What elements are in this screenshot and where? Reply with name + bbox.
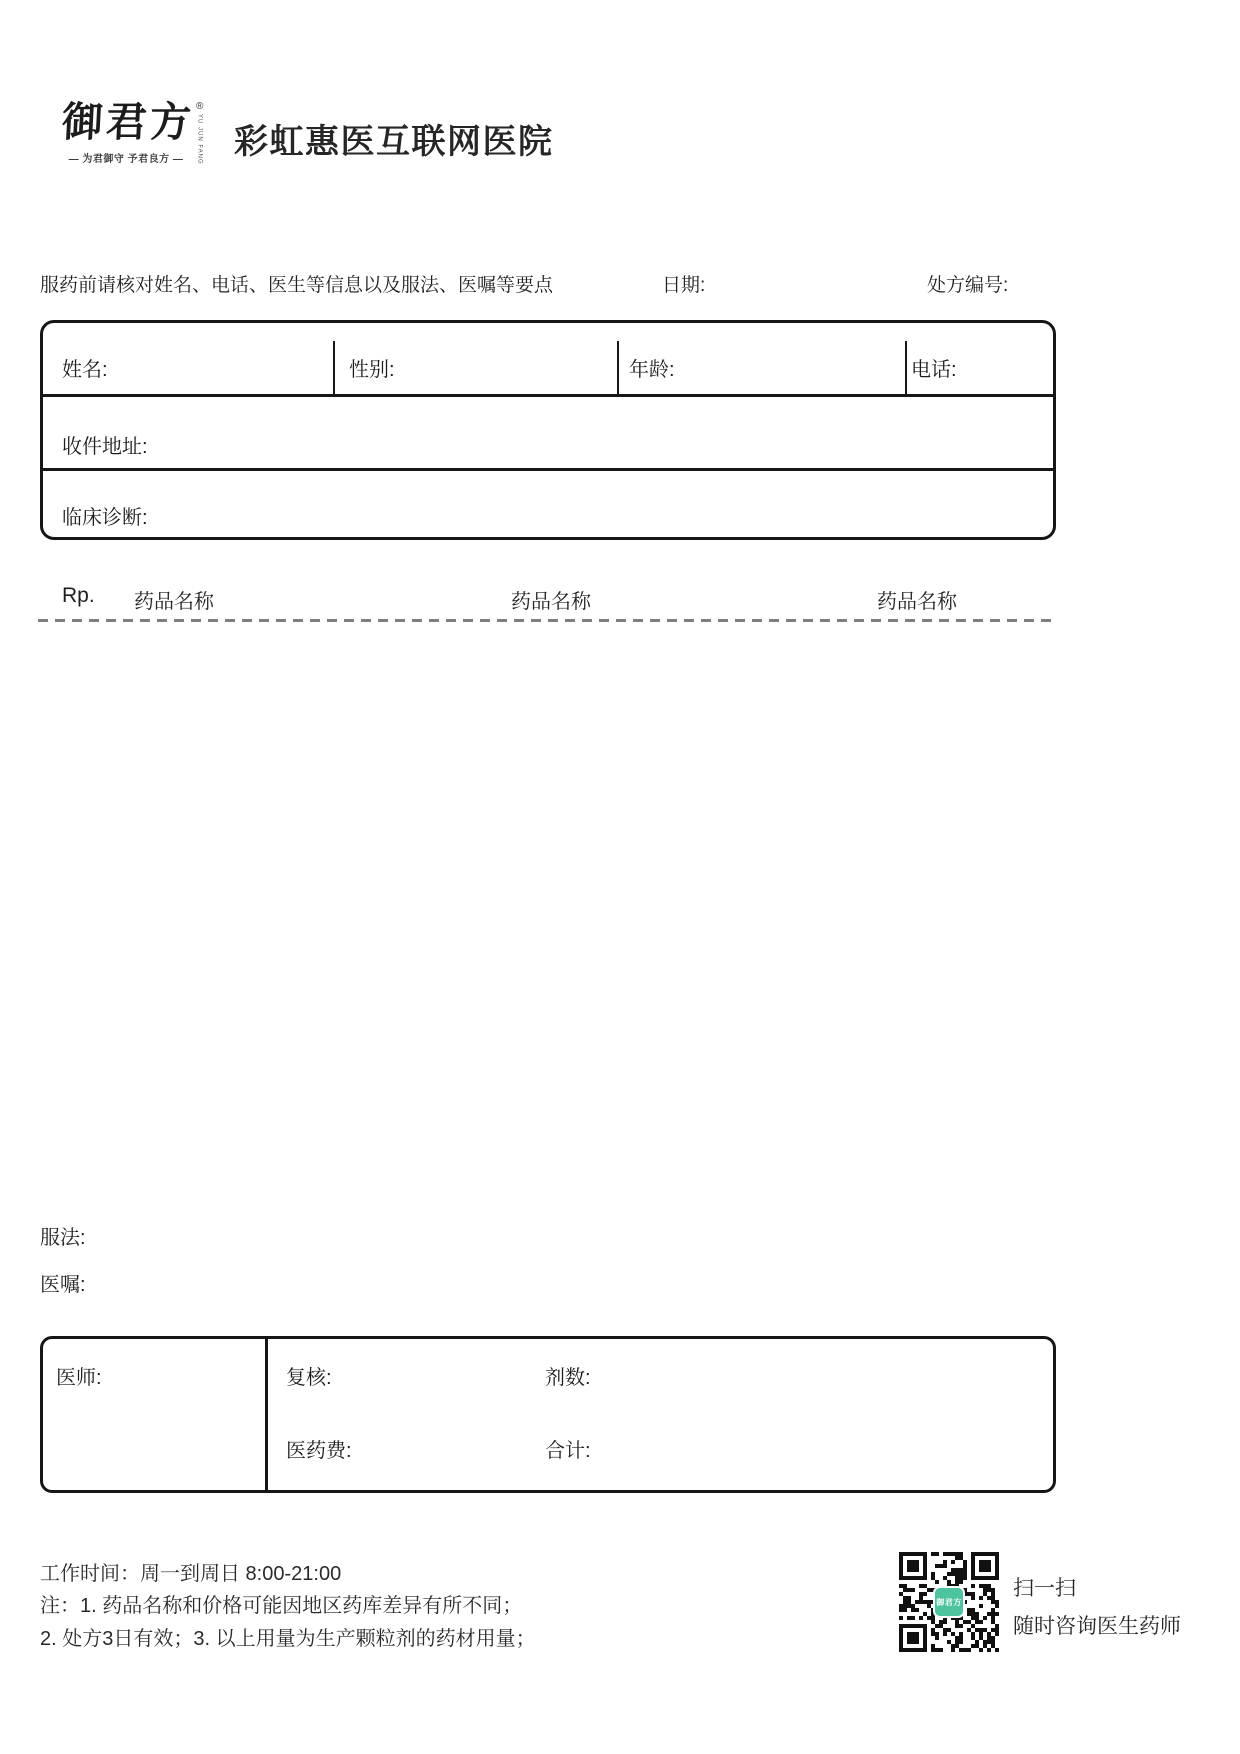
patient-box-divider-2 (617, 341, 619, 396)
medicine-fee-label: 医药费: (286, 1440, 352, 1462)
qr-module (979, 1560, 991, 1572)
qr-module (967, 1648, 971, 1652)
qr-module (935, 1636, 939, 1640)
brand-tagline: — 为君御守 予君良方 — (68, 154, 184, 165)
qr-module (935, 1580, 939, 1584)
patient-info-box (40, 320, 1056, 540)
qr-module (911, 1616, 915, 1620)
footer-note-line1: 注：1. 药品名称和价格可能因地区药库差异有所不同； (40, 1595, 523, 1617)
verification-notice: 服药前请核对姓名、电话、医生等信息以及服法、医嘱等要点 (40, 275, 554, 296)
qr-module (971, 1584, 975, 1588)
qr-module (959, 1580, 963, 1584)
doctor-label: 医师: (56, 1367, 102, 1389)
usage-label: 服法: (40, 1227, 86, 1249)
gender-label: 性别: (349, 359, 395, 381)
qr-module (951, 1560, 955, 1564)
qr-module (987, 1648, 991, 1652)
qr-module (995, 1648, 999, 1652)
total-label: 合计: (545, 1440, 591, 1462)
qr-module (959, 1624, 963, 1628)
brand-logo-text: 御君方 (60, 98, 196, 146)
qr-module (907, 1632, 919, 1644)
phone-label: 电话: (911, 359, 957, 381)
brand-logo-side (196, 102, 203, 165)
qr-module (943, 1564, 947, 1568)
prescription-number-label: 处方编号: (927, 275, 1009, 296)
qr-module (995, 1604, 999, 1608)
review-label: 复核: (286, 1367, 332, 1389)
qr-module (903, 1608, 907, 1612)
qr-module (979, 1648, 983, 1652)
hospital-name: 彩虹惠医互联网医院 (234, 123, 554, 161)
qr-module (971, 1596, 975, 1600)
age-label: 年龄: (629, 359, 675, 381)
qr-module (923, 1592, 927, 1596)
patient-box-divider-3 (905, 341, 907, 396)
qr-module (907, 1560, 919, 1572)
qr-module (919, 1616, 923, 1620)
rp-label: Rp. (62, 584, 95, 607)
qr-code (899, 1552, 999, 1652)
qr-module (983, 1616, 987, 1620)
qr-module (899, 1616, 903, 1620)
rp-separator-dashed-line (38, 619, 1058, 622)
brand-logo-pinyin: YU JUN FANG (196, 114, 203, 165)
qr-module (995, 1612, 999, 1616)
qr-caption-scan: 扫一扫 (1013, 1577, 1076, 1600)
qr-module (935, 1552, 939, 1556)
qr-module (979, 1620, 983, 1624)
medicine-name-header-1: 药品名称 (134, 591, 214, 613)
qr-module (939, 1648, 943, 1652)
qr-module (943, 1620, 947, 1624)
qr-module (959, 1640, 963, 1644)
registered-trademark-icon: ® (196, 101, 204, 112)
qr-module (995, 1632, 999, 1636)
advice-label: 医嘱: (40, 1274, 86, 1296)
address-label: 收件地址: (62, 436, 148, 458)
name-label: 姓名: (62, 359, 108, 381)
patient-box-divider-1 (333, 341, 335, 396)
qr-module (963, 1576, 967, 1580)
footer-note-line2: 2. 处方3日有效；3. 以上用量为生产颗粒剂的药材用量； (40, 1628, 536, 1650)
patient-box-rule-1 (43, 394, 1053, 397)
qr-module (979, 1596, 983, 1600)
medicine-name-header-2: 药品名称 (511, 591, 591, 613)
qr-module (911, 1588, 915, 1592)
patient-box-rule-2 (43, 468, 1053, 471)
signoff-box (40, 1336, 1056, 1493)
qr-module (951, 1648, 955, 1652)
diagnosis-label: 临床诊断: (62, 507, 148, 529)
dose-count-label: 剂数: (545, 1367, 591, 1389)
signoff-box-divider (265, 1339, 268, 1490)
qr-module (915, 1608, 919, 1612)
qr-caption-consult: 随时咨询医生药师 (1013, 1615, 1181, 1638)
qr-center-brand-logo: 御君方 (933, 1586, 965, 1618)
medicine-name-header-3: 药品名称 (877, 591, 957, 613)
working-hours-text: 工作时间：周一到周日 8:00-21:00 (40, 1563, 342, 1585)
qr-module (979, 1604, 983, 1608)
date-label: 日期: (662, 275, 706, 296)
qr-module (943, 1632, 947, 1636)
